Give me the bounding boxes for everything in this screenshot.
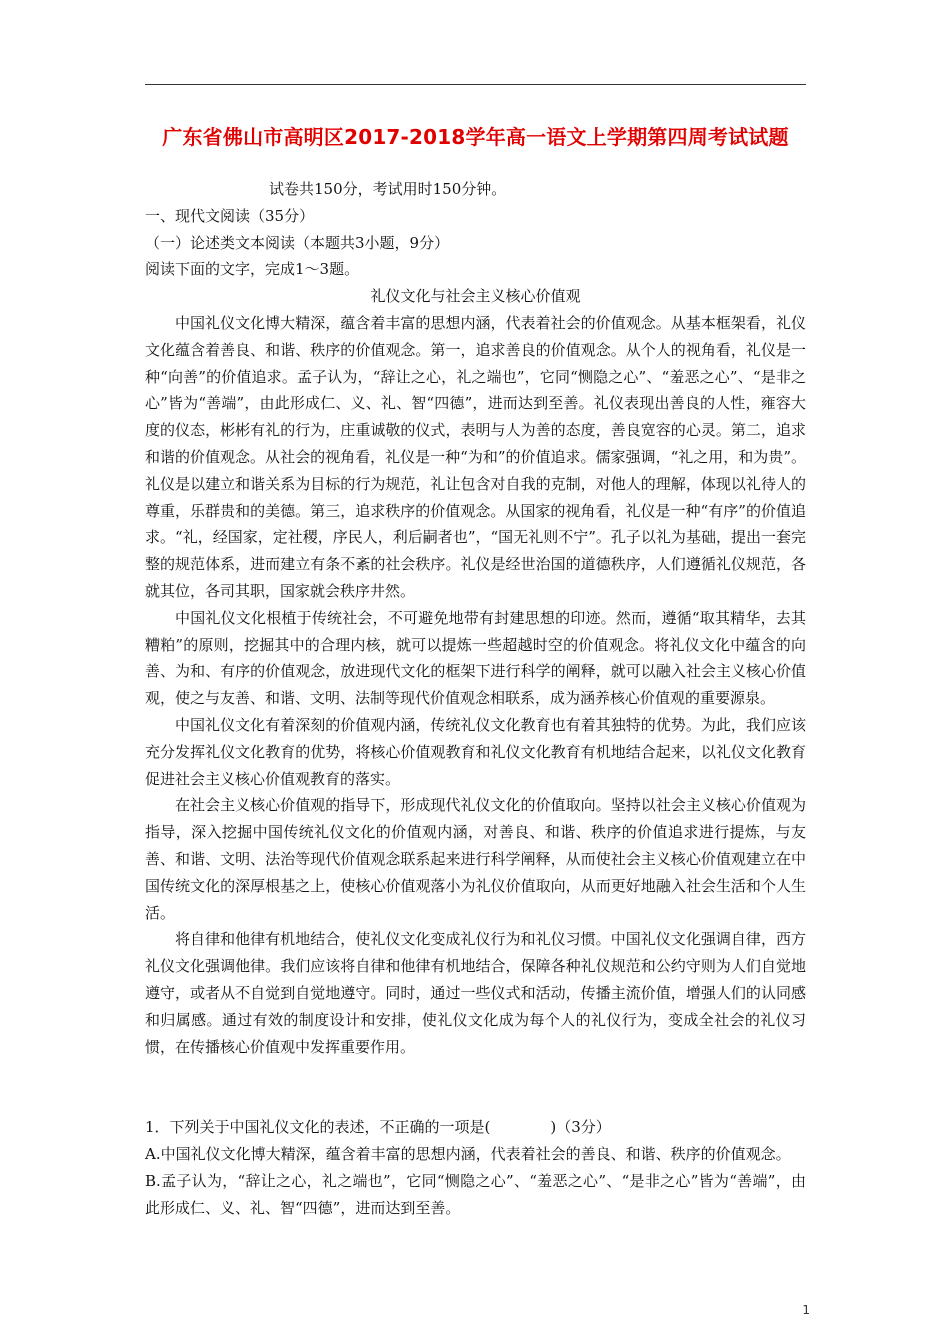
passage-paragraph: 在社会主义核心价值观的指导下，形成现代礼仪文化的价值取向。坚持以社会主义核心价值观为指导，深入挖掘中国传统礼仪文化的价值观内涵，对善良、和谐、秩序的价值追求进行提炼，与友善、和谐、文明、法治等现代价值观念联系起来进行科学阐释，从而使社会主义核心价值观建立在中国传统文化的深厚根基之上，使核心价值观落小为礼仪价值取向，从而更好地融入社会生活和个人生活。 xyxy=(145,796,806,922)
passage-paragraph: 中国礼仪文化根植于传统社会，不可避免地带有封建思想的印迹。然而，遵循“取其精华，去其糟粕”的原则，挖掘其中的合理内核，就可以提炼一些超越时空的价值观念。将礼仪文化中蕴含的向善、为和、有序的价值观念，放进现代文化的框架下进行科学的阐释，就可以融入社会主义核心价值观，使之与友善、和谐、文明、法制等现代价值观念相联系，成为涵养核心价值观的重要源泉。 xyxy=(145,608,806,708)
passage-title: 礼仪文化与社会主义核心价值观 xyxy=(370,287,581,306)
document-title: 广东省佛山市高明区2017-2018学年高一语文上学期第四周考试试题 xyxy=(162,125,789,149)
section-spacer xyxy=(145,1060,806,1110)
passage-paragraph: 将自律和他律有机地结合，使礼仪文化变成礼仪行为和礼仪习惯。中国礼仪文化强调自律，西方礼仪文化强调他律。我们应该将自律和他律有机地结合，保障各种礼仪规范和公约守则为人们自觉地遵守，或者从不自觉到自觉地遵守。同时，通过一些仪式和活动，传播主流价值，增强人们的认同感和归属感。通过有效的制度设计和安排，使礼仪文化成为每个人的礼仪行为，变成全社会的礼仪习惯，在传播核心价值观中发挥重要作用。 xyxy=(145,930,806,1056)
passage-paragraph: 中国礼仪文化有着深刻的价值观内涵，传统礼仪文化教育也有着其独特的优势。为此，我们应该充分发挥礼仪文化教育的优势，将核心价值观教育和礼仪文化教育有机地结合起来，以礼仪文化教育促进社会主义核心价值观教育的落实。 xyxy=(145,715,806,788)
answer-option-b: B.孟子认为，“辞让之心，礼之端也”，它同“恻隐之心”、“羞恶之心”、“是非之心”皆为“善端”，由此形成仁、义、礼、智“四德”，进而达到至善。 xyxy=(145,1171,806,1217)
header-rule xyxy=(145,84,806,85)
subsection-heading: （一）论述类文本阅读（本题共3小题，9分） xyxy=(145,233,450,252)
question-stem: 1．下列关于中国礼仪文化的表述，不正确的一项是( )（3分） xyxy=(145,1118,611,1137)
section-heading: 一、现代文阅读（35分） xyxy=(145,206,315,225)
exam-info: 试卷共150分，考试用时150分钟。 xyxy=(269,180,507,198)
page-number: 1 xyxy=(802,1303,810,1317)
reading-instruction: 阅读下面的文字，完成1～3题。 xyxy=(145,260,360,279)
answer-option-a: A.中国礼仪文化博大精深，蕴含着丰富的思想内涵，代表着社会的善良、和谐、秩序的价值观念。 xyxy=(145,1145,791,1164)
document-body xyxy=(145,176,806,1221)
passage-paragraph: 中国礼仪文化博大精深，蕴含着丰富的思想内涵，代表着社会的价值观念。从基本框架看，礼仪文化蕴含着善良、和谐、秩序的价值观念。第一，追求善良的价值观念。从个人的视角看，礼仪是一种“向善”的价值追求。孟子认为，“辞让之心，礼之端也”，它同“恻隐之心”、“羞恶之心”、“是非之心”皆为“善端”，由此形成仁、义、礼、智“四德”，进而达到至善。礼仪表现出善良的人性，雍容大度的仪态，彬彬有礼的行为，庄重诚敬的仪式，表明与人为善的态度，善良宽容的心灵。第二，追求和谐的价值观念。从社会的视角看，礼仪是一种“为和”的价值追求。儒家强调，“礼之用，和为贵”。礼仪是以建立和谐关系为目标的行为规范，礼让包含对自我的克制，对他人的理解，体现以礼待人的尊重，乐群贵和的美德。第三，追求秩序的价值观念。从国家的视角看，礼仪是一种“有序”的价值追求。“礼，经国家，定社稷，序民人，利后嗣者也”，“国无礼则不宁”。孔子以礼为基础，提出一套完整的规范体系，进而建立有条不紊的社会秩序。礼仪是经世治国的道德秩序，人们遵循礼仪规范，各就其位，各司其职，国家就会秩序井然。 xyxy=(145,313,806,600)
